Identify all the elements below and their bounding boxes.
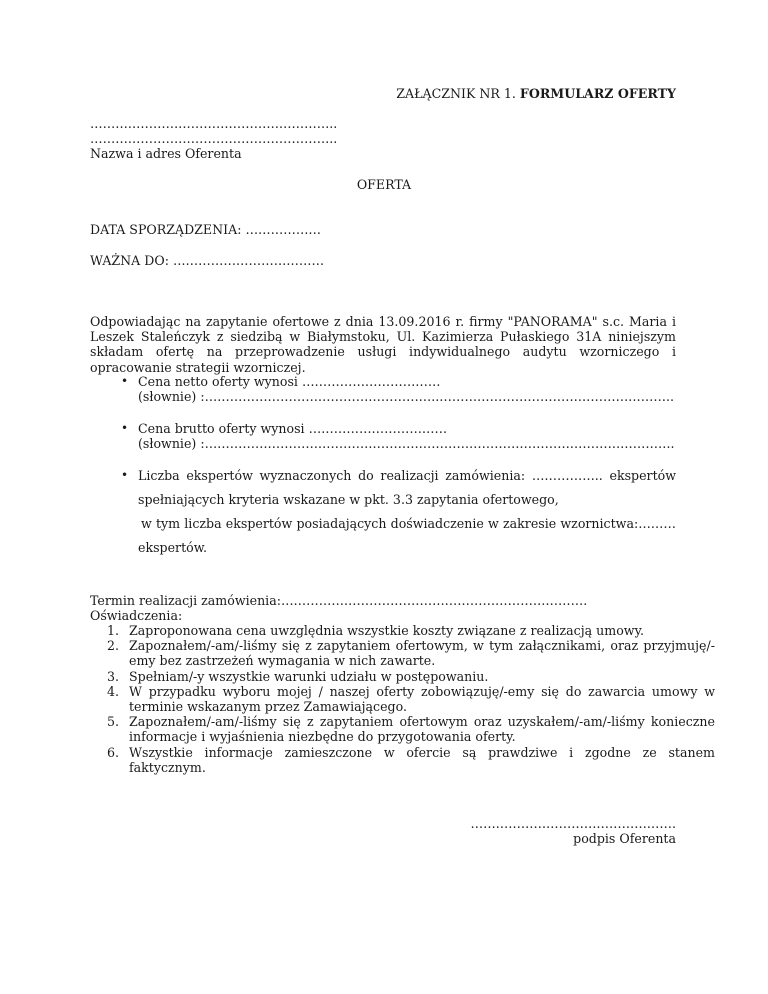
statement-number: 1. (107, 623, 120, 638)
statement-item (107, 744, 715, 775)
statement-text: W przypadku wyboru mojej / naszej oferty zobowiązuję/-emy się do zawarcia umowy w terminie wskazanym przez Zamawiającego. (129, 683, 715, 715)
statement-number: 4. (107, 683, 120, 699)
prepared-date: DATA SPORZĄDZENIA: ……………… (90, 222, 322, 237)
statement-number: 5. (107, 714, 120, 730)
offeror-label: Nazwa i adres Oferenta (90, 146, 242, 161)
net-price-words: (słownie) :………………………………………………..……………………………………………….. (138, 389, 674, 404)
document-title: OFERTA (356, 177, 412, 192)
statement-item (107, 623, 715, 638)
bullet-experts: • (121, 468, 129, 482)
gross-price-words: (słownie) :…………………………………………………………………………………………………. (138, 436, 675, 451)
bullet-net: • (121, 374, 129, 388)
valid-until: WAŻNA DO: ……………………………… (90, 253, 325, 268)
gross-price: Cena brutto oferty wynosi …………………………… (138, 421, 448, 436)
statement-item (107, 683, 715, 715)
statements-list (90, 623, 715, 775)
statement-item (107, 714, 715, 745)
attachment-prefix: ZAŁĄCZNIK NR 1. (396, 86, 520, 101)
statement-number: 2. (107, 638, 120, 654)
statement-item (107, 638, 715, 669)
net-price: Cena netto oferty wynosi …………………………… (138, 374, 441, 389)
experts-line-1: Liczba ekspertów wyznaczonych do realizacji zamówienia: …………….. ekspertów (138, 468, 676, 483)
statement-text: Zapoznałem/-am/-liśmy się z zapytaniem ofertowym oraz uzyskałem/-am/-liśmy konieczne informacje i wyjaśnienia niezbędne do przygotowania oferty. (129, 714, 715, 745)
attachment-header (396, 86, 676, 101)
statements-heading: Oświadczenia: (90, 608, 183, 623)
statement-text: Wszystkie informacje zamieszczone w ofercie są prawdziwe i zgodne ze stanem faktycznym. (129, 744, 715, 775)
signature-line: …………………………………………. (470, 816, 676, 831)
completion-term: Termin realizacji zamówienia:………………………………………………………………. (90, 593, 588, 608)
statement-number: 6. (107, 744, 120, 760)
intro-paragraph: Odpowiadając na zapytanie ofertowe z dnia 13.09.2016 r. firmy "PANORAMA" s.c. Maria i Leszek Staleńczyk z siedzibą w Białymstoku, Ul. Kazimierza Pułaskiego 31A niniejszym składam ofertę na przeprowadzenie usługi indywidualnego audytu wzorniczego i opracowanie strategii wzorniczej. (90, 314, 676, 375)
bullet-gross: • (121, 421, 129, 435)
statement-number: 3. (107, 668, 120, 684)
experts-line-3: w tym liczba ekspertów posiadających doświadczenie w zakresie wzornictwa:……… (141, 516, 676, 531)
experts-line-4: ekspertów. (138, 540, 208, 555)
statement-text: Spełniam/-y wszystkie warunki udziału w postępowaniu. (129, 668, 489, 684)
attachment-title: FORMULARZ OFERTY (519, 86, 676, 101)
signature-label: podpis Oferenta (573, 831, 676, 846)
offeror-line-1: ………………………………………………….. (90, 116, 338, 131)
statement-item (107, 668, 715, 684)
statement-text: Zapoznałem/-am/-liśmy się z zapytaniem ofertowym, w tym załącznikami, oraz przyjmuję/-emy bez zastrzeżeń wymagania w nich zawarte. (129, 638, 715, 669)
experts-line-2: spełniających kryteria wskazane w pkt. 3.3 zapytania ofertowego, (138, 492, 559, 507)
offeror-line-2: ………………………………………………….. (90, 131, 338, 146)
statement-text: Zaproponowana cena uwzględnia wszystkie koszty związane z realizacją umowy. (129, 623, 645, 638)
